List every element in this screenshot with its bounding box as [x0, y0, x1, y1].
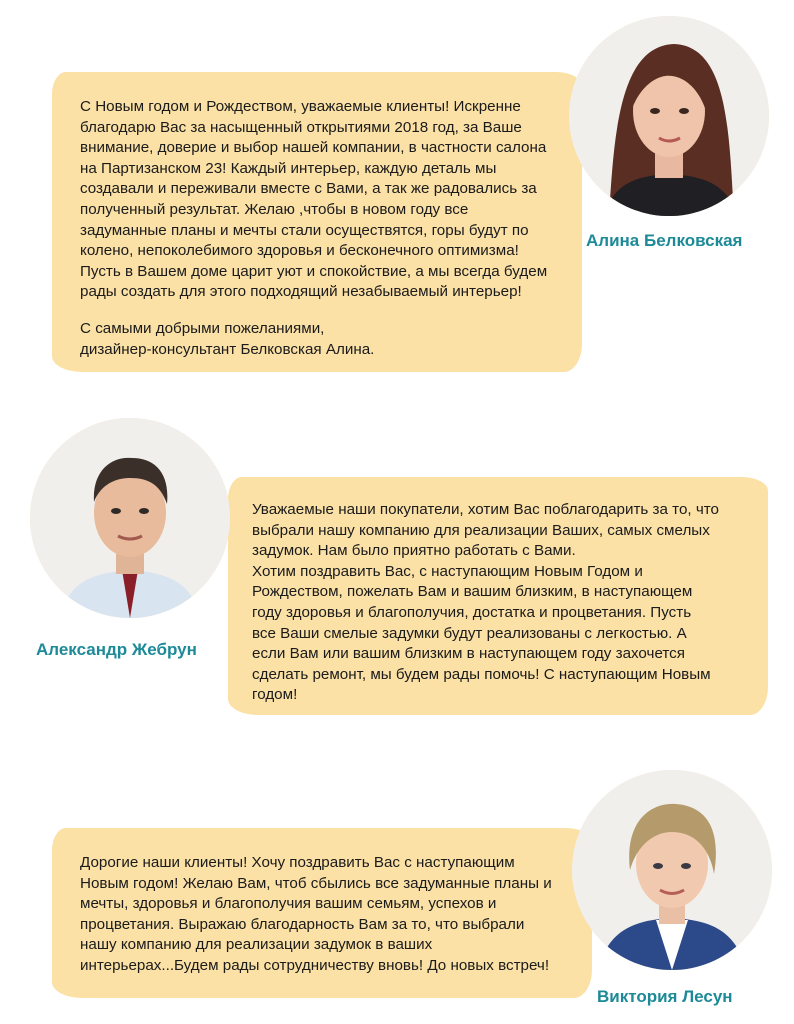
- testimonial-card-1: [52, 72, 582, 372]
- testimonial-message-1: С Новым годом и Рождеством, уважаемые клиенты! Искренне благодарю Вас за насыщенный открытиями 2018 год, за Ваше внимание, доверие и выбор нашей компании, в частности салона на Партизанском 23! Каждый интерьер, каждую деталь мы создавали и переживали вместе с Вами, а так же радовались за полученный результат. Желаю ,чтобы в новом году все задуманные планы и мечты стали осуществятся, горы будут по колено, непоколебимого здоровья и бесконечного оптимизма! Пусть в Вашем доме царит уют и спокойствие, а мы всегда будем рады создать для этого подходящий незабываемый интерьер!: [80, 98, 548, 301]
- testimonial-card-3: [52, 828, 592, 998]
- testimonial-message-2: Уважаемые наши покупатели, хотим Вас поблагодарить за то, что выбрали нашу компанию для реализации Ваших, самых смелых задумок. Нам было приятно работать с Вами. Хотим поздравить Вас, с наступающим Новым Годом и Рождеством, пожелать Вам и вашим близким, в наступающем году здоровья и благополучия, достатка и процветания. Пусть все Ваши смелые задумки будут реализованы с легкостью. А если Вам или вашим близким в наступающем году захочется сделать ремонт, мы будем рады помочь! С наступающим Новым годом!: [252, 501, 719, 704]
- person-name-2: Александр Жебрун: [36, 640, 197, 659]
- testimonial-signature-1: С самыми добрыми пожеланиями, дизайнер-консультант Белковская Алина.: [80, 320, 375, 358]
- person-name-1: Алина Белковская: [586, 231, 743, 250]
- man-portrait-icon: [30, 418, 230, 618]
- avatar-aleksandr: [30, 418, 230, 618]
- testimonial-message-3: Дорогие наши клиенты! Хочу поздравить Вас с наступающим Новым годом! Желаю Вам, чтоб сбылись все задуманные планы и мечты, здоровья и благополучия вашим семьям, успехов и процветания. Выражаю благодарность Вам за то, что выбрали нашу компанию для реализации задумок в ваших интерьерах...Будем рады сотрудничеству вновь! До новых встреч!: [80, 854, 552, 974]
- person-name-3: Виктория Лесун: [597, 987, 733, 1006]
- woman-portrait-icon: [569, 16, 769, 216]
- avatar-alina: [569, 16, 769, 216]
- avatar-viktoria: [572, 770, 772, 970]
- testimonial-card-2: [228, 477, 768, 715]
- woman-portrait-icon: [572, 770, 772, 970]
